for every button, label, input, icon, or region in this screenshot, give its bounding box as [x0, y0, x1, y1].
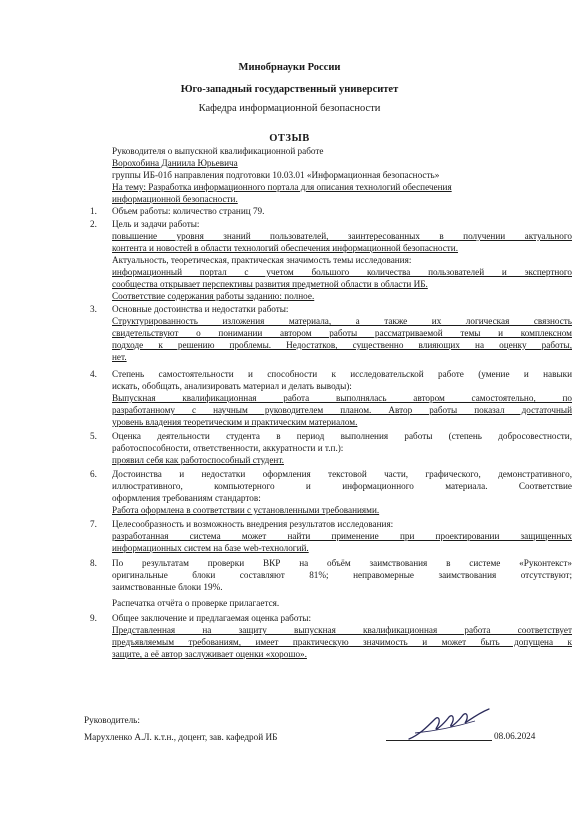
item-number: 6. [90, 469, 97, 479]
item-line: сообщества открывает перспективы развития предметной области в области ИБ. [112, 279, 428, 289]
item-line: работоспособности, ответственности, аккуратности и т.п.): [112, 443, 344, 453]
item-line: Распечатка отчёта о проверке прилагается. [112, 598, 280, 608]
item-number: 7. [90, 519, 97, 529]
intro-line: группы ИБ-01б направления подготовки 10.03.01 «Информационная безопасность» [112, 170, 440, 180]
document-title: ОТЗЫВ [269, 133, 310, 144]
item-line: защите, а её автор заслуживает оценки «хорошо». [112, 649, 307, 659]
item-number: 2. [90, 219, 97, 229]
item-line: Общее заключение и предлагаемая оценка работы: [112, 613, 312, 623]
item-line: Достоинства и недостатки оформления текстовой части, графического, демонстративного, [112, 469, 572, 479]
topic-line: информационной безопасности. [112, 194, 238, 204]
item-line: контента и новостей в области технологий обеспечения информационной безопасности. [112, 243, 459, 253]
item-line: информационный портал с учетом большого количества пользователей и экспертного [112, 267, 572, 277]
item-line: заимствованные блоки 19%. [112, 582, 223, 592]
item-line: уровень владения теоретическим и практическим материалом. [112, 417, 358, 427]
handwritten-signature [405, 705, 495, 745]
item-line: иллюстративного, компьютерного и информационного материала. Соответствие [112, 481, 572, 491]
item-number: 3. [90, 304, 97, 314]
item-line: По результатам проверки ВКР на объём заимствования в системе «Руконтекст» [112, 558, 572, 568]
item-line: свидетельствуют о понимании автором работы рассматриваемой темы и комплексном [112, 328, 572, 338]
item-line: Актуальность, теоретическая, практическая значимость темы исследования: [112, 255, 412, 265]
item-number: 5. [90, 431, 97, 441]
item-line: Выпускная квалификационная работа выполнялась автором самостоятельно, по [112, 393, 572, 403]
supervisor-role: Руководитель: [84, 715, 140, 725]
item-line: Работа оформлена в соответствии с установленными требованиями. [112, 505, 380, 515]
item-line: Объем работы: количество страниц 79. [112, 206, 265, 216]
item-line: информационных систем на базе web-технологий. [112, 543, 309, 553]
item-line: Оценка деятельности студента в период выполнения работы (степень добросовестности, [112, 431, 572, 441]
student-name: Ворохобина Даниила Юрьевича [112, 158, 238, 168]
item-line: Цель и задачи работы: [112, 219, 200, 229]
item-line: оформления требованиям стандартов: [112, 493, 261, 503]
signature-date: 08.06.2024 [494, 731, 536, 741]
item-line: нет. [112, 352, 127, 362]
intro-line: Руководителя о выпускной квалификационной работе [112, 146, 324, 156]
item-line: Структурированность изложения материала, а также их логическая связность [112, 316, 572, 326]
department-header: Кафедра информационной безопасности [198, 103, 381, 114]
supervisor-name: Марухленко А.Л. к.т.н., доцент, зав. кафедрой ИБ [84, 732, 278, 742]
item-line: Соответствие содержания работы заданию: полное. [112, 291, 315, 301]
item-number: 8. [90, 558, 97, 568]
item-line: предъявляемым требованиям, имеет практическую значимость и может быть допущена к [112, 637, 572, 647]
item-line: оригинальные блоки составляют 81%; неправомерные заимствования отсутствуют; [112, 570, 572, 580]
item-line: Степень самостоятельности и способности к исследовательской работе (умение и навыки [112, 369, 572, 379]
item-line: повышение уровня знаний пользователей, заинтересованных в получении актуального [112, 231, 572, 241]
item-line: проявил себя как работоспособный студент. [112, 455, 284, 465]
item-number: 9. [90, 613, 97, 623]
item-line: Целесообразность и возможность внедрения результатов исследования: [112, 519, 394, 529]
item-line: Представленная на защиту выпускная квалификационная работа соответствует [112, 625, 572, 635]
item-line: подходе к решению проблемы. Недостатков, существенно влияющих на оценку работы, [112, 340, 572, 350]
university-header: Юго-западный государственный университет [180, 84, 399, 95]
item-line: разработанному с научным руководителем планом. Автор работы показал достаточный [112, 405, 572, 415]
item-line: разработанная система может найти применение при проектировании защищенных [112, 531, 572, 541]
item-number: 4. [90, 369, 97, 379]
ministry-header: Минобрнауки России [238, 62, 341, 73]
topic-line: На тему: Разработка информационного портала для описания технологий обеспечения [112, 182, 452, 192]
item-line: Основные достоинства и недостатки работы: [112, 304, 289, 314]
item-number: 1. [90, 206, 97, 216]
item-line: искать, обобщать, анализировать материал и делать выводы): [112, 381, 352, 391]
